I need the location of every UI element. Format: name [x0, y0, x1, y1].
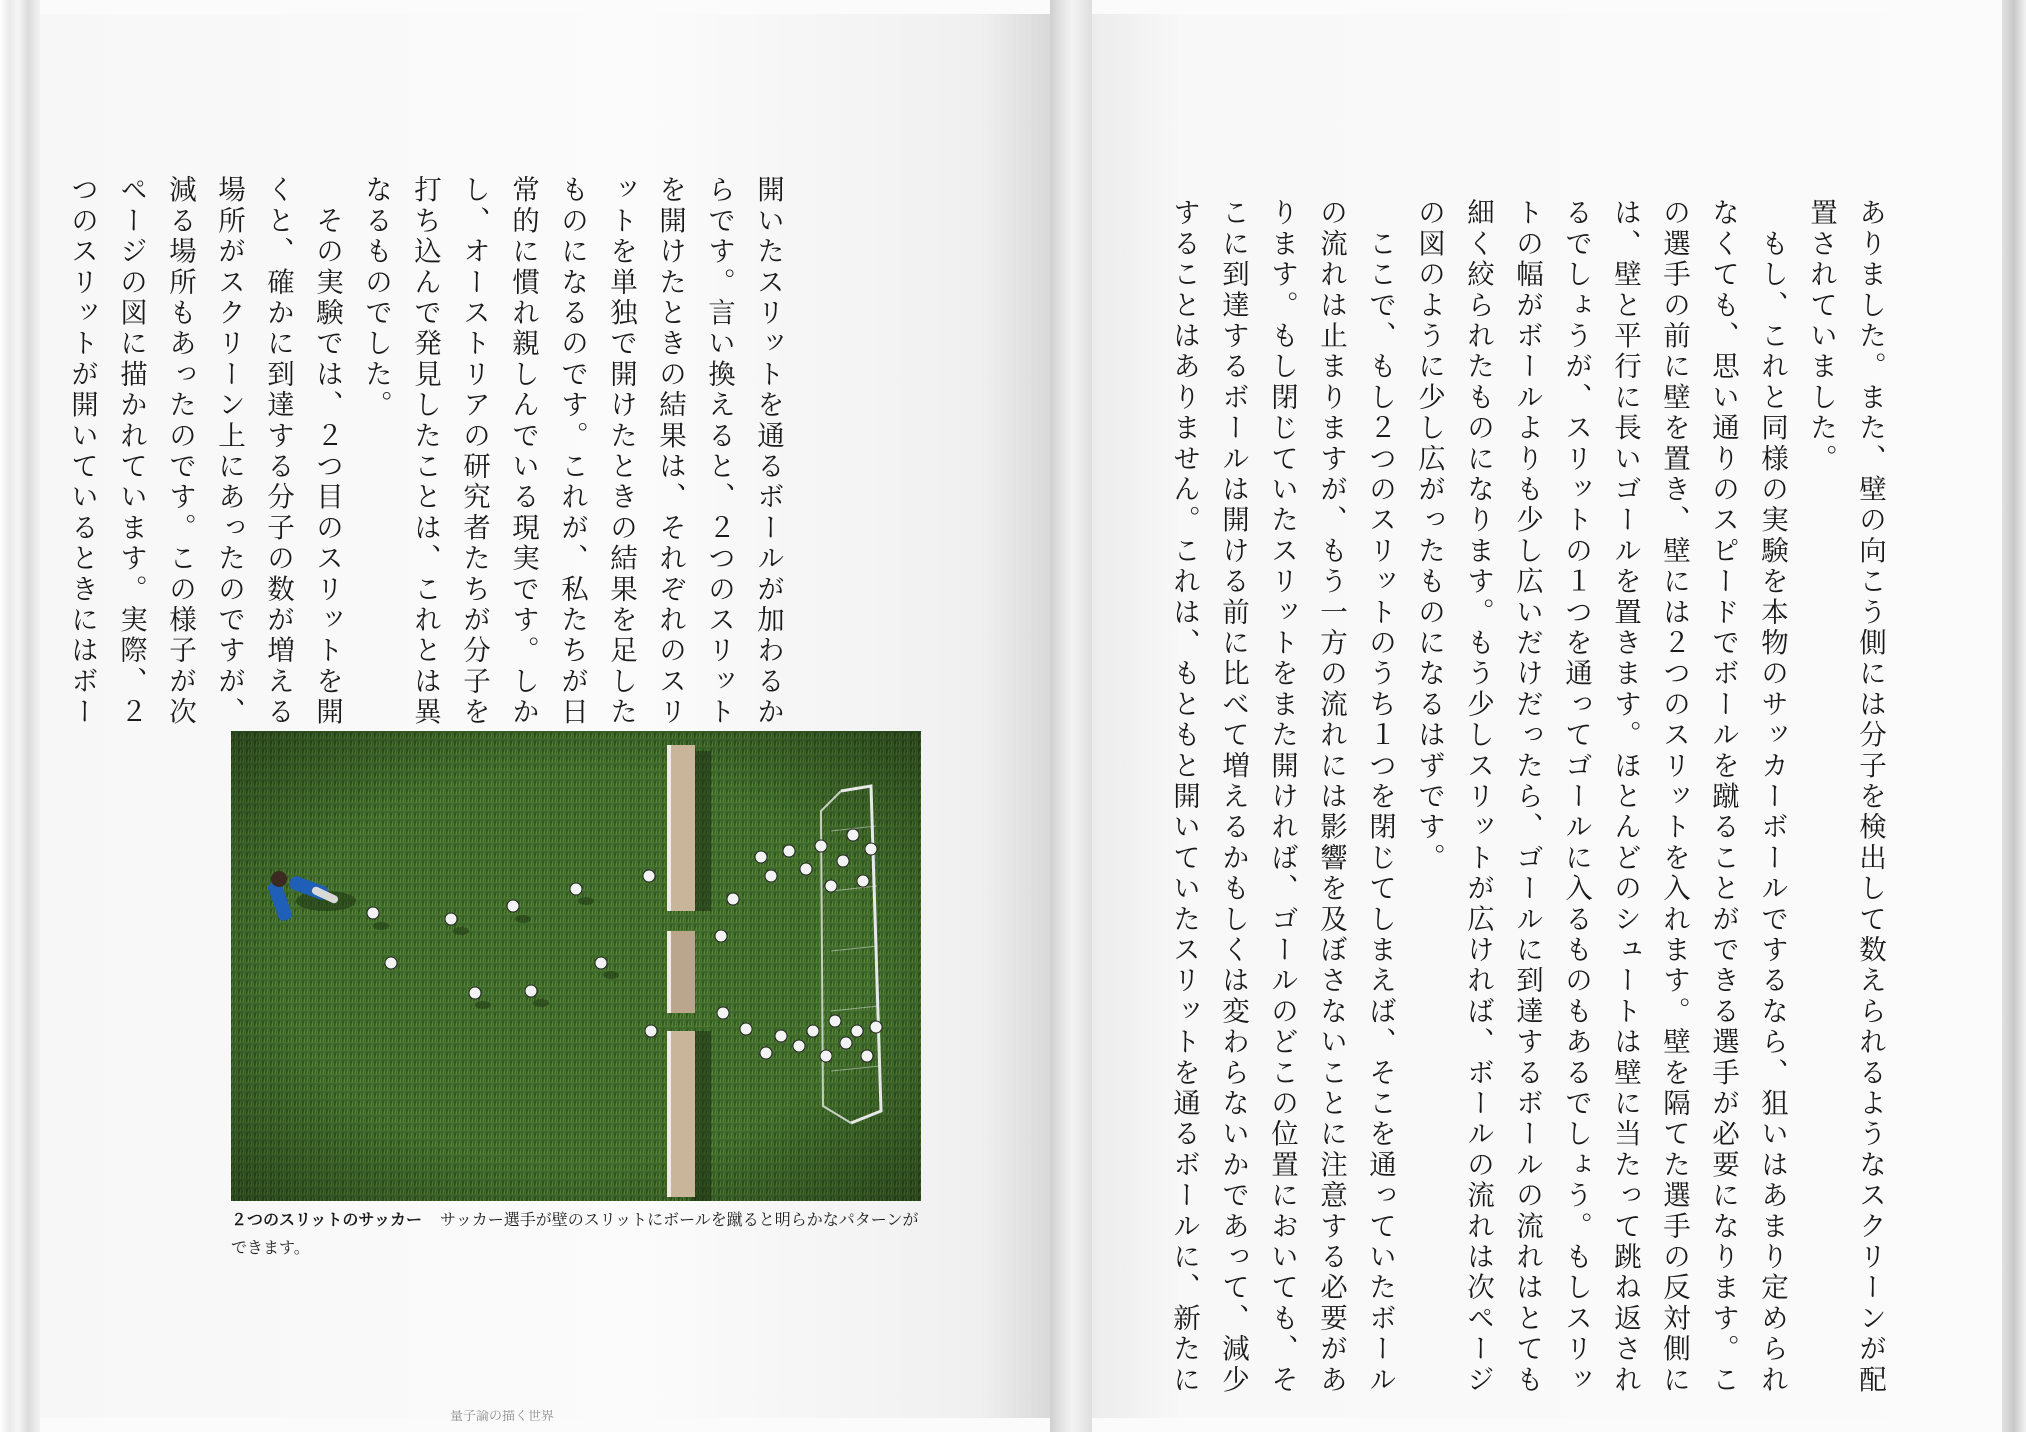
left-page-body: [66, 175, 792, 728]
right-paragraph-1: ありました。また、壁の向こう側には分子を検出して数えられるようなスクリーンが配 置されていました。: [1805, 198, 1886, 1396]
right-page-body: [1024, 198, 1894, 1396]
figure-caption: [231, 1206, 931, 1262]
book-edge-right: [2002, 0, 2026, 1432]
book-edge-left: [0, 0, 40, 1432]
left-paragraph-1: 開いたスリットを通るボールが加わるか らです。言い換えると、２つのスリット を開けたときの結果は、それぞれのスリ ットを単独で開けたときの結果を足した ものになるのです。これが、私たちが日 常的に慣れ親しんでいる現実です。しか し、オーストリアの研究者たちが分子を 打ち込んで発見したことは、これとは異 なるものでした。: [360, 175, 784, 728]
running-footer: 量子論の描く世界: [450, 1410, 555, 1424]
figure-caption-text: サッカー選手が壁のスリットにボールを蹴ると明らかなパターンができます。: [231, 1210, 919, 1257]
right-paragraph-2: もし、これと同様の実験を本物のサッカーボールでするなら、狙いはあまり定められ なくても、思い通りのスピードでボールを蹴ることができる選手が必要になります。こ の選手の前に壁を置き、壁には２つのスリットを入れます。壁を隔てた選手の反対側に は、壁と平行に長いゴールを置きます。ほとんどのシュートは壁に当たって跳ね返され るでしょうが、スリットの１つを通ってゴールに入るものもあるでしょう。もしスリッ トの幅がボールよりも少し広いだけだったら、ゴールに到達するボールの流れはとても 細く絞られたものになります。もう少しスリットが広ければ、ボールの流れは次ページ の図のように少し広がったものになるはずです。: [1413, 198, 1788, 1396]
figure-caption-title: ２つのスリットのサッカー: [231, 1210, 423, 1229]
right-paragraph-3: ここで、もし２つのスリットのうち１つを閉じてしまえば、そこを通っていたボール の流れは止まりますが、もう一方の流れには影響を及ぼさないことに注意する必要があ ります。もし閉じていたスリットをまた開ければ、ゴールのどこの位置においても、そ こに到達するボールは開ける前に比べて増えるかもしくは変わらないかであって、減少 することはありません。これは、もともと開いていたスリットを通るボールに、新たに: [1168, 198, 1396, 1396]
slit-wall: [667, 745, 695, 1197]
left-paragraph-2: その実験では、２つ目のスリットを開 くと、確かに到達する分子の数が増える 場所がスクリーン上にあったのですが、 減る場所もあったのです。この様子が次 ページの図に描かれています。実際、２ つのスリットが開いているときにはボー: [66, 175, 343, 728]
soccer-illustration: [231, 731, 921, 1201]
soccer-double-slit-figure: [231, 731, 921, 1201]
